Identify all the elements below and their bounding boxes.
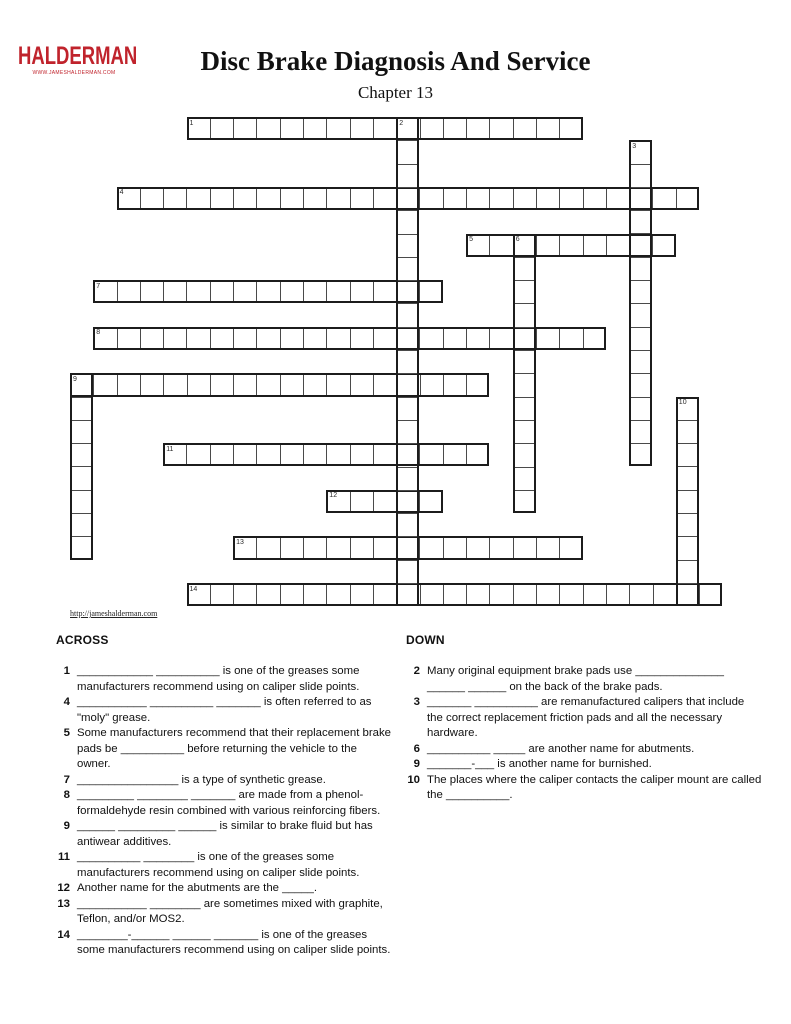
cell-divider — [606, 236, 607, 255]
clue-item-number: 4 — [63, 696, 70, 708]
clue-item — [406, 742, 762, 758]
cell-divider — [233, 119, 234, 138]
cell-divider — [513, 585, 514, 604]
down-heading: DOWN — [406, 633, 445, 647]
cell-divider — [163, 375, 164, 394]
cell-divider — [398, 490, 417, 491]
cell-divider — [350, 585, 351, 604]
cell-divider — [233, 189, 234, 208]
cell-divider — [398, 327, 417, 328]
cell-divider — [140, 329, 141, 348]
cell-divider — [631, 257, 650, 258]
cell-divider — [373, 282, 374, 301]
cell-divider — [350, 538, 351, 557]
cell-divider — [326, 585, 327, 604]
grid-clue-number: 9 — [73, 375, 77, 383]
cell-divider — [419, 282, 420, 301]
clue-item-text: __________ ________ is one of the greases some manufacturers recommend using on caliper slide points. — [77, 851, 360, 879]
cell-divider — [678, 583, 697, 584]
clue-item-text: ___________ __________ _______ is often referred to as "moly" grease. — [77, 696, 372, 724]
clue-item-number: 10 — [407, 773, 420, 786]
cell-divider — [186, 445, 187, 464]
word-box-across[interactable] — [326, 490, 443, 513]
cell-divider — [583, 329, 584, 348]
clue-item-number: 12 — [57, 882, 70, 894]
cell-divider — [489, 585, 490, 604]
cell-divider — [326, 445, 327, 464]
grid-clue-number: 13 — [236, 538, 244, 546]
cell-divider — [280, 375, 281, 394]
cell-divider — [443, 375, 444, 394]
cell-divider — [398, 257, 417, 258]
word-box-down[interactable] — [676, 397, 699, 607]
cell-divider — [398, 210, 417, 211]
cell-divider — [373, 329, 374, 348]
cell-divider — [676, 189, 677, 208]
cell-divider — [350, 119, 351, 138]
cell-divider — [117, 375, 118, 394]
cell-divider — [515, 303, 534, 304]
cell-divider — [489, 538, 490, 557]
cell-divider — [606, 585, 607, 604]
cell-divider — [187, 375, 188, 394]
cell-divider — [536, 189, 537, 208]
word-box-across[interactable] — [187, 117, 583, 140]
clue-item — [56, 664, 392, 695]
cell-divider — [163, 329, 164, 348]
grid-clue-number: 7 — [96, 282, 101, 290]
cell-divider — [536, 329, 537, 348]
clue-item — [56, 695, 392, 726]
cell-divider — [629, 585, 630, 604]
cell-divider — [515, 397, 534, 398]
cell-divider — [280, 538, 281, 557]
clue-item — [406, 664, 762, 695]
word-box-across[interactable] — [70, 373, 489, 396]
cell-divider — [398, 164, 417, 165]
cell-divider — [398, 583, 417, 584]
cell-divider — [583, 585, 584, 604]
cell-divider — [606, 189, 607, 208]
cell-divider — [678, 443, 697, 444]
cell-divider — [326, 189, 327, 208]
cell-divider — [631, 280, 650, 281]
cell-divider — [140, 282, 141, 301]
cell-divider — [515, 327, 534, 328]
cell-divider — [559, 538, 560, 557]
cell-divider — [373, 119, 374, 138]
cell-divider — [466, 189, 467, 208]
page-subtitle: Chapter 13 — [357, 83, 434, 102]
cell-divider — [186, 329, 187, 348]
cell-divider — [653, 585, 654, 604]
down-clues-list — [406, 664, 762, 804]
word-box-down[interactable] — [396, 117, 419, 606]
cell-divider — [303, 445, 304, 464]
cell-divider — [373, 492, 374, 511]
clue-item-text: _________ ________ _______ are made from a phenol-formaldehyde resin combined with various reinforcing fibers. — [77, 789, 381, 817]
cell-divider — [256, 329, 257, 348]
cell-divider — [280, 329, 281, 348]
clue-item-text: The places where the caliper contacts the caliper mount are called the __________. — [427, 773, 762, 801]
cell-divider — [652, 189, 653, 208]
grid-clue-number: 12 — [329, 492, 338, 500]
cell-divider — [233, 329, 234, 348]
cell-divider — [398, 187, 417, 188]
cell-divider — [536, 236, 537, 255]
cell-divider — [398, 280, 417, 281]
cell-divider — [163, 282, 164, 301]
cell-divider — [350, 375, 351, 394]
cell-divider — [303, 119, 304, 138]
cell-divider — [583, 236, 584, 255]
clue-item-text: __________ _____ are another name for abutments. — [427, 742, 695, 755]
cell-divider — [631, 233, 650, 234]
cell-divider — [419, 538, 420, 557]
cell-divider — [72, 466, 91, 467]
clue-item — [56, 788, 392, 819]
cell-divider — [140, 375, 141, 394]
grid-clue-number: 6 — [515, 236, 520, 243]
clue-item-number: 3 — [413, 696, 420, 708]
clue-item — [56, 819, 392, 850]
cell-divider — [72, 490, 91, 491]
cell-divider — [373, 585, 374, 604]
cell-divider — [631, 210, 650, 211]
cell-divider — [210, 119, 211, 138]
cell-divider — [256, 375, 257, 394]
cell-divider — [466, 445, 467, 464]
cell-divider — [233, 375, 234, 394]
cell-divider — [326, 119, 327, 138]
cell-divider — [466, 538, 467, 557]
grid-clue-number: 11 — [166, 445, 174, 453]
clue-item-text: Many original equipment brake pads use ______________ ______ ______ on the back of the brake pads. — [427, 665, 725, 693]
cell-divider — [303, 329, 304, 348]
cell-divider — [443, 445, 444, 464]
cell-divider — [256, 445, 257, 464]
grid-clue-number: 8 — [96, 329, 101, 337]
page-title: Disc Brake Diagnosis And Service — [200, 46, 591, 76]
cell-divider — [280, 585, 281, 604]
cell-divider — [466, 329, 467, 348]
clue-item-text: Another name for the abutments are the _____. — [77, 882, 317, 894]
cell-divider — [678, 420, 697, 421]
cell-divider — [678, 466, 697, 467]
cell-divider — [303, 375, 304, 394]
cell-divider — [515, 257, 534, 258]
clue-item-number: 11 — [57, 851, 70, 863]
cell-divider — [350, 492, 351, 511]
cell-divider — [559, 189, 560, 208]
cell-divider — [326, 282, 327, 301]
cell-divider — [398, 443, 417, 444]
cell-divider — [443, 329, 444, 348]
cell-divider — [631, 187, 650, 188]
cell-divider — [256, 282, 257, 301]
cell-divider — [559, 329, 560, 348]
cell-divider — [489, 189, 490, 208]
grid-clue-number: 4 — [119, 189, 124, 197]
word-box-across[interactable] — [187, 583, 723, 606]
cell-divider — [419, 189, 420, 208]
cell-divider — [515, 490, 534, 491]
cell-divider — [186, 189, 187, 208]
cell-divider — [398, 373, 417, 374]
cell-divider — [515, 443, 534, 444]
cell-divider — [515, 350, 534, 351]
cell-divider — [256, 585, 257, 604]
cell-divider — [678, 536, 697, 537]
clue-item-number: 5 — [63, 727, 70, 739]
cell-divider — [256, 538, 257, 557]
cell-divider — [350, 282, 351, 301]
cell-divider — [398, 350, 417, 351]
cell-divider — [186, 282, 187, 301]
cell-divider — [326, 375, 327, 394]
clue-item-text: _______-___ is another name for burnished. — [427, 758, 652, 770]
cell-divider — [326, 538, 327, 557]
cell-divider — [280, 445, 281, 464]
cell-divider — [117, 329, 118, 348]
cell-divider — [117, 282, 118, 301]
cell-divider — [210, 375, 211, 394]
cell-divider — [631, 420, 650, 421]
cell-divider — [678, 513, 697, 514]
cell-divider — [631, 327, 650, 328]
clue-item-number: 13 — [57, 897, 70, 910]
cell-divider — [72, 513, 91, 514]
cell-divider — [210, 189, 211, 208]
cell-divider — [536, 119, 537, 138]
clue-item-text: Some manufacturers recommend that their replacement brake pads be __________ before returning the vehicle to the owner. — [77, 727, 392, 770]
cell-divider — [515, 420, 534, 421]
cell-divider — [536, 538, 537, 557]
grid-clue-number: 14 — [189, 585, 198, 593]
clue-item — [406, 773, 762, 804]
cell-divider — [140, 189, 141, 208]
grid-clue-number: 10 — [678, 399, 687, 407]
word-box-down[interactable] — [70, 373, 93, 559]
cell-divider — [559, 119, 560, 138]
clue-item-number: 6 — [413, 742, 420, 755]
clue-item-text: ___________ ________ are sometimes mixed with graphite, Teflon, and/or MOS2. — [77, 897, 383, 925]
cell-divider — [536, 585, 537, 604]
cell-divider — [631, 443, 650, 444]
cell-divider — [398, 467, 417, 468]
cell-divider — [303, 189, 304, 208]
cell-divider — [420, 375, 421, 394]
cell-divider — [210, 329, 211, 348]
grid-clue-number: 2 — [399, 119, 404, 127]
cell-divider — [699, 585, 700, 604]
cell-divider — [631, 164, 650, 165]
cell-divider — [256, 119, 257, 138]
clue-item — [56, 850, 392, 881]
cell-divider — [631, 373, 650, 374]
cell-divider — [303, 282, 304, 301]
cell-divider — [72, 536, 91, 537]
clue-item-number: 9 — [63, 820, 70, 832]
across-clues-section — [56, 633, 392, 959]
word-box-across[interactable] — [163, 443, 489, 466]
cell-divider — [398, 140, 417, 141]
clue-item-text: ____________ __________ is one of the greases some manufacturers recommend using on caliper slide points. — [77, 665, 360, 693]
cell-divider — [631, 350, 650, 351]
cell-divider — [163, 189, 164, 208]
cell-divider — [373, 445, 374, 464]
cell-divider — [678, 560, 697, 561]
cell-divider — [489, 119, 490, 138]
cell-divider — [233, 282, 234, 301]
cell-divider — [398, 397, 417, 398]
clue-item-number: 8 — [63, 789, 70, 801]
cell-divider — [350, 445, 351, 464]
word-box-down[interactable] — [513, 234, 536, 514]
cell-divider — [72, 397, 91, 398]
cell-divider — [678, 490, 697, 491]
cell-divider — [303, 538, 304, 557]
cell-divider — [398, 513, 417, 514]
word-box-across[interactable] — [93, 280, 443, 303]
cell-divider — [513, 119, 514, 138]
cell-divider — [583, 189, 584, 208]
cell-divider — [631, 303, 650, 304]
halderman-logo-url: WWW.JAMESHALDERMAN.COM — [32, 70, 116, 76]
cell-divider — [466, 119, 467, 138]
cell-divider — [72, 420, 91, 421]
clue-item-text: ________________ is a type of synthetic grease. — [77, 773, 326, 786]
cell-divider — [373, 375, 374, 394]
clue-item-number: 9 — [413, 758, 420, 770]
clue-item-text: ______ _________ ______ is similar to brake fluid but has antiwear additives. — [77, 820, 373, 848]
clue-item-number: 2 — [413, 665, 420, 677]
cell-divider — [443, 119, 444, 138]
cell-divider — [419, 445, 420, 464]
clue-item-text: _______ __________ are remanufactured calipers that include the correct replacement friction pads and all the necessary hardware. — [427, 696, 745, 739]
cell-divider — [466, 375, 467, 394]
word-box-down[interactable] — [629, 140, 652, 466]
clue-item-text: ________-______ ______ _______ is one of the greases some manufacturers recommend using on caliper slide points. — [77, 928, 391, 956]
clue-item — [56, 928, 392, 959]
cell-divider — [210, 282, 211, 301]
cell-divider — [326, 329, 327, 348]
cell-divider — [515, 280, 534, 281]
cell-divider — [443, 538, 444, 557]
cell-divider — [631, 397, 650, 398]
cell-divider — [280, 189, 281, 208]
clue-item — [56, 897, 392, 928]
cell-divider — [513, 538, 514, 557]
cell-divider — [466, 585, 467, 604]
cell-divider — [210, 585, 211, 604]
cell-divider — [515, 373, 534, 374]
cell-divider — [398, 536, 417, 537]
cell-divider — [419, 492, 420, 511]
clue-item-number: 1 — [63, 665, 70, 677]
clue-item — [56, 881, 392, 897]
cell-divider — [303, 585, 304, 604]
cell-divider — [419, 329, 420, 348]
cell-divider — [398, 303, 417, 304]
cell-divider — [373, 538, 374, 557]
grid-clue-number: 1 — [189, 119, 194, 127]
cell-divider — [420, 119, 421, 138]
clue-item — [406, 757, 762, 773]
clue-item-number: 14 — [57, 928, 70, 941]
cell-divider — [559, 585, 560, 604]
clue-item — [406, 695, 762, 742]
clue-item — [56, 726, 392, 773]
cell-divider — [559, 236, 560, 255]
grid-clue-number: 3 — [632, 142, 637, 150]
cell-divider — [72, 443, 91, 444]
cell-divider — [489, 329, 490, 348]
cell-divider — [280, 282, 281, 301]
footer-url: http://jameshalderman.com — [70, 609, 158, 618]
cell-divider — [398, 560, 417, 561]
cell-divider — [233, 585, 234, 604]
across-clues-list — [56, 664, 392, 959]
halderman-logo-text: HALDERMAN — [18, 42, 138, 70]
cell-divider — [443, 585, 444, 604]
cell-divider — [210, 445, 211, 464]
clue-item — [56, 773, 392, 789]
across-heading: ACROSS — [56, 633, 109, 647]
cell-divider — [513, 189, 514, 208]
cell-divider — [398, 234, 417, 235]
cell-divider — [652, 236, 653, 255]
cell-divider — [489, 236, 490, 255]
cell-divider — [398, 420, 417, 421]
cell-divider — [256, 189, 257, 208]
cell-divider — [233, 445, 234, 464]
cell-divider — [280, 119, 281, 138]
cell-divider — [350, 189, 351, 208]
down-clues-section — [406, 633, 762, 804]
clue-item-number: 7 — [63, 773, 70, 786]
cell-divider — [515, 467, 534, 468]
cell-divider — [350, 329, 351, 348]
cell-divider — [373, 189, 374, 208]
cell-divider — [93, 375, 94, 394]
cell-divider — [443, 189, 444, 208]
cell-divider — [420, 585, 421, 604]
grid-clue-number: 5 — [469, 236, 473, 243]
